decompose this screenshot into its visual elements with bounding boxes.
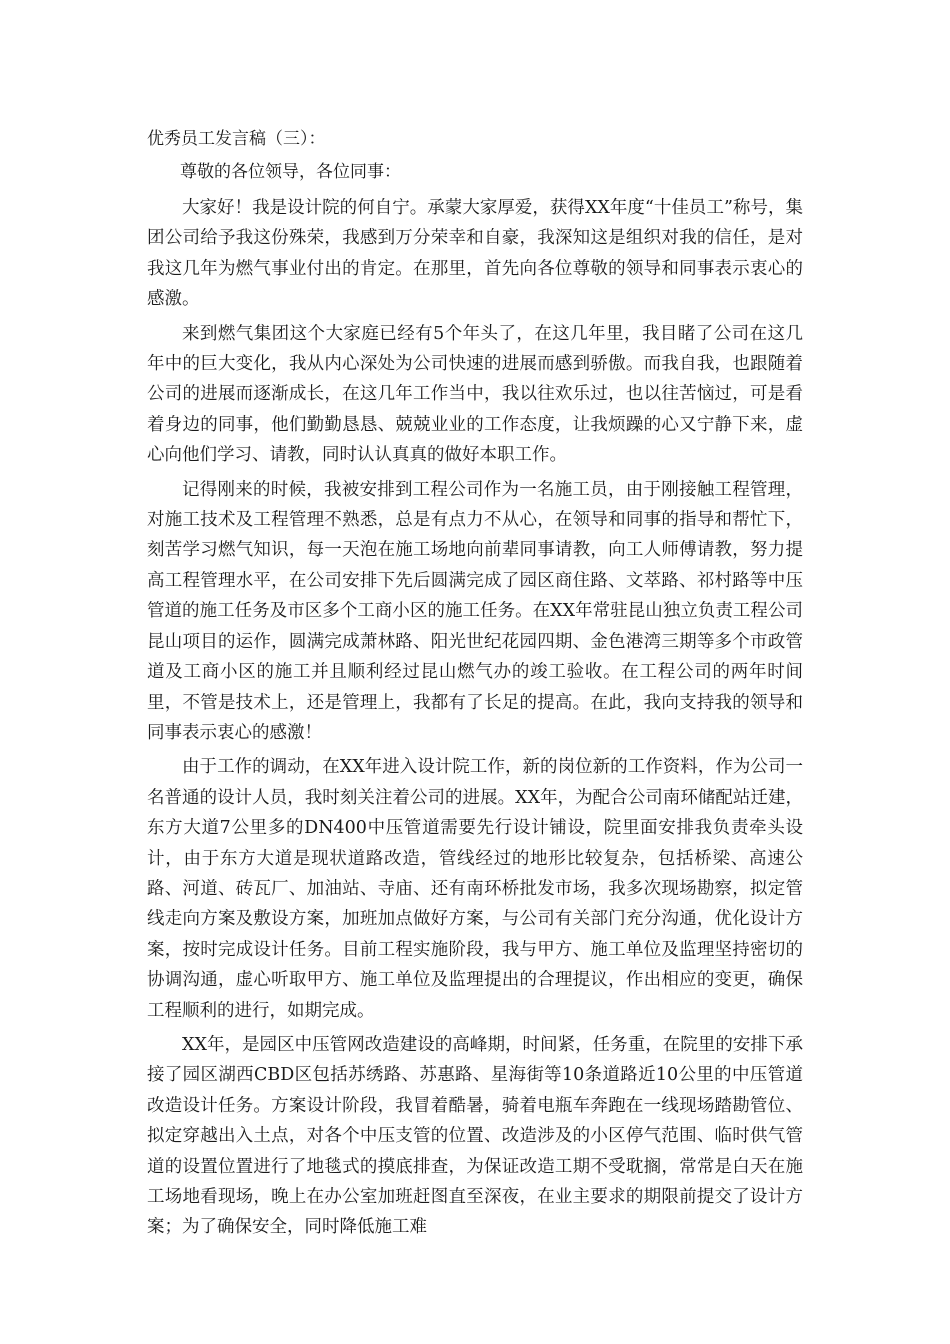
paragraph: 由于工作的调动，在XX年进入设计院工作，新的岗位新的工作资料，作为公司一名普通的设计人员，我时刻关注着公司的进展。XX年，为配合公司南环储配站迁建，东方大道7公里多的DN400中压管道需要先行设计铺设，院里面安排我负责牵头设计，由于东方大道是现状道路改造，管线经过的地形比较复杂，包括桥梁、高速公路、河道、砖瓦厂、加油站、寺庙、还有南环桥批发市场，我多次现场勘察，拟定管线走向方案及敷设方案，加班加点做好方案，与公司有关部门充分沟通，优化设计方案，按时完成设计任务。目前工程实施阶段，我与甲方、施工单位及监理坚持密切的协调沟通，虚心听取甲方、施工单位及监理提出的合理提议，作出相应的变更，确保工程顺利的进行，如期完成。	[147, 757, 803, 1021]
document-title: 优秀员工发言稿（三）：	[147, 129, 326, 149]
paragraph: XX年，是园区中压管网改造建设的高峰期，时间紧，任务重，在院里的安排下承接了园区湖西CBD区包括苏绣路、苏惠路、星海街等10条道路近10公里的中压管道改造设计任务。方案设计阶段，我冒着酷暑，骑着电瓶车奔跑在一线现场踏勘管位、拟定穿越出入土点，对各个中压支管的位置、改造涉及的小区停气范围、临时供气管道的设置位置进行了地毯式的摸底排查，为保证改造工期不受耽搁，常常是白天在施工场地看现场，晚上在办公室加班赶图直至深夜，在业主要求的期限前提交了设计方案；为了确保安全，同时降低施工难	[147, 1034, 803, 1238]
salutation: 尊敬的各位领导，各位同事：	[180, 162, 401, 182]
paragraph: 大家好！我是设计院的何自宁。承蒙大家厚爱，获得XX年度“十佳员工”称号，集团公司给予我这份殊荣，我感到万分荣幸和自豪，我深知这是组织对我的信任，是对我这几年为燃气事业付出的肯定。在那里，首先向各位尊敬的领导和同事表示衷心的感激。	[147, 198, 803, 310]
speech-body	[147, 193, 803, 1247]
paragraph: 记得刚来的时候，我被安排到工程公司作为一名施工员，由于刚接触工程管理，对施工技术及工程管理不熟悉，总是有点力不从心，在领导和同事的指导和帮忙下，刻苦学习燃气知识，每一天泡在施工场地向前辈同事请教，向工人师傅请教，努力提高工程管理水平，在公司安排下先后圆满完成了园区商住路、文萃路、祁村路等中压管道的施工任务及市区多个工商小区的施工任务。在XX年常驻昆山独立负责工程公司昆山项目的运作，圆满完成萧林路、阳光世纪花园四期、金色港湾三期等多个市政管道及工商小区的施工并且顺利经过昆山燃气办的竣工验收。在工程公司的两年时间里，不管是技术上，还是管理上，我都有了长足的提高。在此，我向支持我的领导和同事表示衷心的感激！	[147, 479, 803, 743]
paragraph: 来到燃气集团这个大家庭已经有5个年头了，在这几年里，我目睹了公司在这几年中的巨大变化，我从内心深处为公司快速的进展而感到骄傲。而我自我，也跟随着公司的进展而逐渐成长，在这几年工作当中，我以往欢乐过，也以往苦恼过，可是看着身边的同事，他们勤勤恳恳、兢兢业业的工作态度，让我烦躁的心又宁静下来，虚心向他们学习、请教，同时认认真真的做好本职工作。	[147, 323, 803, 466]
